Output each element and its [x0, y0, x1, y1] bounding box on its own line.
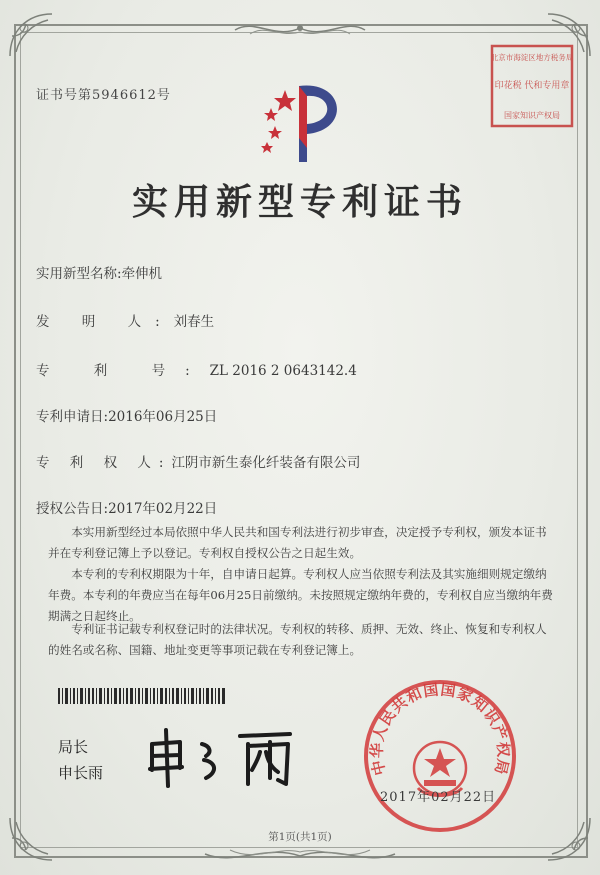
- seal-text: 中华人民共和国国家知识产权局: [367, 680, 513, 778]
- seal-date: 2017年02月22日: [380, 790, 497, 805]
- name-value: 牵伸机: [121, 266, 163, 282]
- page-number: 第1页(共1页): [268, 831, 332, 843]
- filing-date-row: [36, 405, 217, 425]
- patent-number-label: 专 利 号:: [36, 363, 210, 379]
- body-paragraph: 专利证书记载专利权登记时的法律状况。专利权的转移、质押、无效、终止、恢复和专利权人的姓名或名称、国籍、地址变更等事项记载在专利登记簿上。: [48, 622, 547, 657]
- name-label: 实用新型名称:: [36, 266, 122, 282]
- filing-date-value: 2016年06月25日: [108, 409, 218, 425]
- stamp-bottom-text: 国家知识产权局: [504, 111, 560, 120]
- utility-model-name-row: [36, 262, 162, 282]
- grant-date-value: 2017年02月22日: [108, 501, 218, 517]
- patent-number-value: ZL 2016 2 0643142.4: [209, 363, 357, 379]
- patentee-row: [36, 451, 360, 471]
- certificate-title: 实用新型专利证书: [131, 181, 468, 223]
- body-paragraph: 本实用新型经过本局依照中华人民共和国专利法进行初步审查，决定授予专利权，颁发本证书并在专利登记簿上予以登记。专利权自授权公告之日起生效。: [48, 525, 547, 560]
- tax-stamp-icon: [488, 42, 576, 130]
- director-title: 局长: [58, 738, 89, 756]
- top-ornament-icon: [230, 16, 370, 42]
- corner-ornament-icon: [2, 6, 62, 66]
- inventor-value: 刘春生: [173, 314, 215, 330]
- patentee-value: 江阴市新生泰化纤装备有限公司: [171, 455, 361, 471]
- stamp-inner-text: 印花税 代和专用章: [494, 81, 570, 91]
- barcode-icon: [58, 688, 228, 704]
- stamp-outer-text: 北京市海淀区地方税务局: [490, 53, 574, 62]
- sipo-patent-logo-icon: [255, 78, 355, 168]
- patent-number-row: [36, 359, 357, 379]
- national-emblem-seal-icon: [360, 676, 520, 836]
- filing-date-label: 专利申请日:: [36, 409, 109, 425]
- body-paragraph: 本专利的专利权期限为十年，自申请日起算。专利权人应当依照专利法及其实施细则规定缴纳年费。本专利的年费应当在每年06月25日前缴纳。未按照规定缴纳年费的，专利权自应当缴纳年费期满之日起终止。: [48, 567, 553, 623]
- certificate-number: 证书号第5946612号: [36, 88, 171, 103]
- grant-date-row: [36, 497, 217, 517]
- director-signature-icon: [140, 722, 310, 792]
- grant-date-label: 授权公告日:: [36, 501, 109, 517]
- patentee-label: 专 利 权 人:: [36, 455, 172, 471]
- inventor-row: [36, 310, 214, 330]
- director-name: 申长雨: [58, 764, 104, 782]
- bottom-ornament-icon: [200, 842, 400, 868]
- inventor-label: 发 明 人:: [36, 314, 174, 330]
